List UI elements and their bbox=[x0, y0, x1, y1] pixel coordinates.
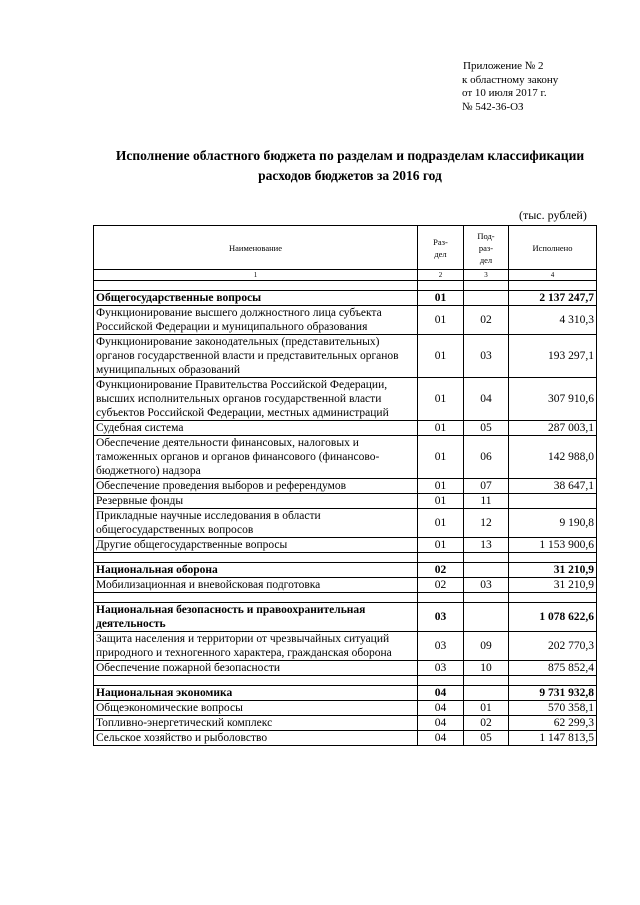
row-section: 01 bbox=[418, 421, 464, 436]
row-name: Другие общегосударственные вопросы bbox=[94, 538, 418, 553]
row-name: Сельское хозяйство и рыболовство bbox=[94, 731, 418, 746]
row-name: Национальная безопасность и правоохранительная деятельность bbox=[94, 603, 418, 632]
row-name: Мобилизационная и вневойсковая подготовка bbox=[94, 578, 418, 593]
row-subsection: 02 bbox=[464, 716, 509, 731]
appendix-line: от 10 июля 2017 г. bbox=[462, 87, 547, 99]
header-subsection bbox=[464, 226, 509, 270]
row-value: 38 647,1 bbox=[509, 479, 597, 494]
row-value: 1 078 622,6 bbox=[509, 603, 597, 632]
table-row bbox=[94, 509, 597, 538]
row-value: 193 297,1 bbox=[509, 335, 597, 378]
row-name: Общеэкономические вопросы bbox=[94, 701, 418, 716]
row-value: 31 210,9 bbox=[509, 563, 597, 578]
row-section: 01 bbox=[418, 291, 464, 306]
table-row bbox=[94, 378, 597, 421]
appendix-line: к областному закону bbox=[462, 73, 559, 86]
document-title bbox=[60, 146, 640, 186]
row-section: 01 bbox=[418, 306, 464, 335]
row-value: 31 210,9 bbox=[509, 578, 597, 593]
row-name: Резервные фонды bbox=[94, 494, 418, 509]
row-name: Судебная система bbox=[94, 421, 418, 436]
header-subsection-line: Под- bbox=[477, 230, 495, 241]
row-value: 1 153 900,6 bbox=[509, 538, 597, 553]
table-row bbox=[94, 731, 597, 746]
table-row bbox=[94, 494, 597, 509]
table-row bbox=[94, 578, 597, 593]
row-subsection: 03 bbox=[464, 578, 509, 593]
table-row bbox=[94, 661, 597, 676]
header-section-line: Раз- bbox=[433, 236, 448, 247]
row-subsection: 03 bbox=[464, 335, 509, 378]
spacer-row bbox=[94, 281, 597, 291]
row-section: 01 bbox=[418, 378, 464, 421]
table-row bbox=[94, 538, 597, 553]
row-subsection bbox=[464, 686, 509, 701]
row-section: 01 bbox=[418, 494, 464, 509]
row-subsection: 10 bbox=[464, 661, 509, 676]
row-name: Топливно-энергетический комплекс bbox=[94, 716, 418, 731]
row-name: Национальная оборона bbox=[94, 563, 418, 578]
header-section-line: дел bbox=[434, 248, 447, 259]
appendix-line: Приложение № 2 bbox=[463, 60, 544, 72]
row-value bbox=[509, 494, 597, 509]
row-section: 01 bbox=[418, 538, 464, 553]
row-name: Национальная экономика bbox=[94, 686, 418, 701]
spacer-row bbox=[94, 553, 597, 563]
appendix-line: № 542-36-ОЗ bbox=[462, 100, 524, 113]
row-name: Обеспечение пожарной безопасности bbox=[94, 661, 418, 676]
row-section: 01 bbox=[418, 479, 464, 494]
row-name: Прикладные научные исследования в области общегосударственных вопросов bbox=[94, 509, 418, 538]
row-section: 04 bbox=[418, 701, 464, 716]
table-row bbox=[94, 563, 597, 578]
units-label: (тыс. рублей) bbox=[519, 208, 587, 222]
row-section: 04 bbox=[418, 716, 464, 731]
row-subsection: 12 bbox=[464, 509, 509, 538]
column-number: 1 bbox=[94, 270, 418, 281]
column-number: 2 bbox=[418, 270, 464, 281]
row-section: 04 bbox=[418, 686, 464, 701]
row-subsection: 06 bbox=[464, 436, 509, 479]
header-subsection-line: раз- bbox=[478, 242, 494, 253]
row-value: 307 910,6 bbox=[509, 378, 597, 421]
spacer-row bbox=[94, 676, 597, 686]
table-header-row bbox=[94, 226, 597, 270]
row-subsection: 01 bbox=[464, 701, 509, 716]
row-name: Функционирование законодательных (представительных) органов государственной власти и представительных органов муниципальных образований bbox=[94, 335, 418, 378]
row-value: 9 190,8 bbox=[509, 509, 597, 538]
column-number: 4 bbox=[509, 270, 597, 281]
row-value: 142 988,0 bbox=[509, 436, 597, 479]
table-row bbox=[94, 436, 597, 479]
header-section bbox=[418, 226, 464, 270]
row-value: 202 770,3 bbox=[509, 632, 597, 661]
table-row bbox=[94, 686, 597, 701]
row-subsection: 11 bbox=[464, 494, 509, 509]
table-row bbox=[94, 701, 597, 716]
appendix-note bbox=[462, 60, 558, 114]
row-subsection: 07 bbox=[464, 479, 509, 494]
table-row bbox=[94, 603, 597, 632]
row-section: 03 bbox=[418, 661, 464, 676]
title-line-2: расходов бюджетов за 2016 год bbox=[258, 168, 442, 183]
row-section: 01 bbox=[418, 509, 464, 538]
row-section: 03 bbox=[418, 603, 464, 632]
row-name: Функционирование Правительства Российской Федерации, высших исполнительных органов государственной власти субъектов Российской Федерации, местных администраций bbox=[94, 378, 418, 421]
row-value: 9 731 932,8 bbox=[509, 686, 597, 701]
table-row bbox=[94, 632, 597, 661]
budget-table bbox=[93, 225, 597, 746]
table-row bbox=[94, 479, 597, 494]
row-name: Защита населения и территории от чрезвычайных ситуаций природного и техногенного характера, гражданская оборона bbox=[94, 632, 418, 661]
row-subsection bbox=[464, 603, 509, 632]
row-section: 02 bbox=[418, 578, 464, 593]
row-value: 1 147 813,5 bbox=[509, 731, 597, 746]
table-row bbox=[94, 306, 597, 335]
row-section: 02 bbox=[418, 563, 464, 578]
row-name: Функционирование высшего должностного лица субъекта Российской Федерации и муниципального образования bbox=[94, 306, 418, 335]
row-section: 01 bbox=[418, 436, 464, 479]
table-row bbox=[94, 335, 597, 378]
header-executed: Исполнено bbox=[509, 226, 597, 270]
row-subsection: 13 bbox=[464, 538, 509, 553]
row-subsection: 05 bbox=[464, 421, 509, 436]
row-value: 2 137 247,7 bbox=[509, 291, 597, 306]
table-row bbox=[94, 421, 597, 436]
row-name: Обеспечение деятельности финансовых, налоговых и таможенных органов и органов финансового (финансово-бюджетного) надзора bbox=[94, 436, 418, 479]
column-number-row bbox=[94, 270, 597, 281]
row-value: 62 299,3 bbox=[509, 716, 597, 731]
row-section: 01 bbox=[418, 335, 464, 378]
row-subsection bbox=[464, 563, 509, 578]
row-subsection: 02 bbox=[464, 306, 509, 335]
table-row bbox=[94, 291, 597, 306]
column-number: 3 bbox=[464, 270, 509, 281]
row-subsection: 04 bbox=[464, 378, 509, 421]
row-subsection: 05 bbox=[464, 731, 509, 746]
header-name: Наименование bbox=[94, 226, 418, 270]
row-value: 4 310,3 bbox=[509, 306, 597, 335]
row-value: 875 852,4 bbox=[509, 661, 597, 676]
row-subsection bbox=[464, 291, 509, 306]
header-subsection-line: дел bbox=[479, 254, 493, 265]
spacer-row bbox=[94, 593, 597, 603]
row-section: 04 bbox=[418, 731, 464, 746]
row-subsection: 09 bbox=[464, 632, 509, 661]
row-section: 03 bbox=[418, 632, 464, 661]
row-value: 287 003,1 bbox=[509, 421, 597, 436]
row-name: Общегосударственные вопросы bbox=[94, 291, 418, 306]
row-name: Обеспечение проведения выборов и референдумов bbox=[94, 479, 418, 494]
table-row bbox=[94, 716, 597, 731]
title-line-1: Исполнение областного бюджета по разделам и подразделам классификации bbox=[115, 148, 585, 163]
row-value: 570 358,1 bbox=[509, 701, 597, 716]
